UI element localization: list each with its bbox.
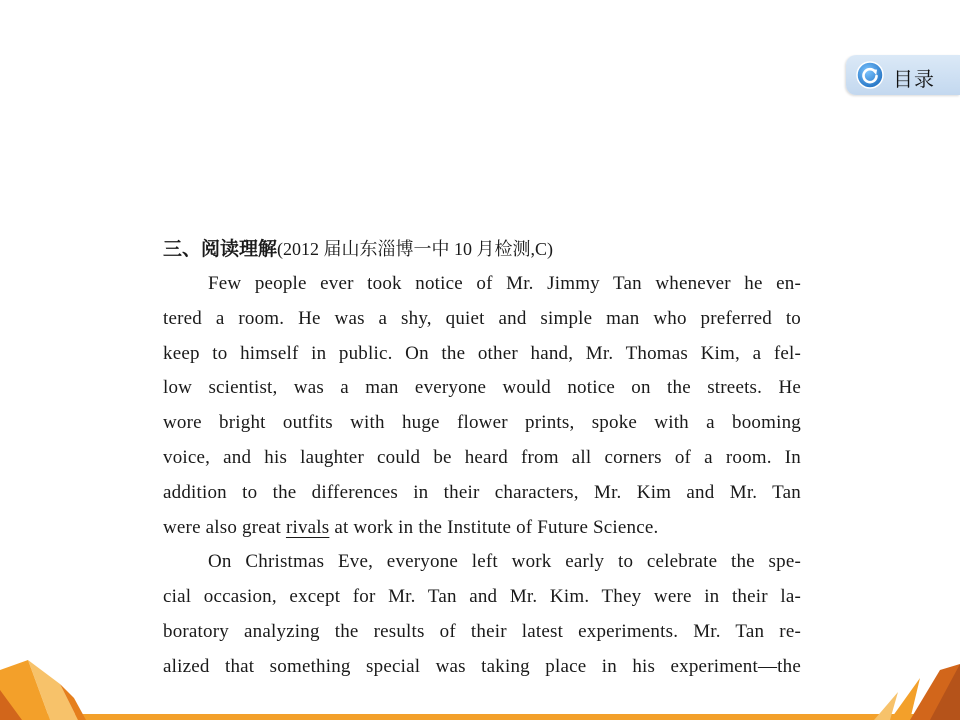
toc-button[interactable]	[846, 55, 960, 95]
bottom-accent-band	[0, 714, 960, 720]
text-line: keep to himself in public. On the other hand, Mr. Thomas Kim, a fel-	[163, 342, 801, 364]
circular-arrow-icon	[856, 61, 884, 89]
text-line: Few people ever took notice of Mr. Jimmy Tan whenever he en-	[208, 273, 801, 294]
text-line: boratory analyzing the results of their latest experiments. Mr. Tan re-	[163, 620, 801, 642]
section-title: 三、阅读理解	[163, 238, 278, 260]
section-heading	[163, 232, 801, 267]
section-source: (2012 届山东淄博一中 10 月检测,C)	[277, 239, 554, 259]
paragraph-1	[163, 267, 801, 545]
text-segment: at work in the Institute of Future Science.	[329, 516, 659, 538]
text-line: low scientist, was a man everyone would notice on the streets. He	[163, 377, 801, 399]
text-line: addition to the differences in their characters, Mr. Kim and Mr. Tan	[163, 481, 801, 503]
text-line: alized that something special was taking place in his experiment—the	[163, 655, 801, 677]
reading-passage	[163, 232, 801, 685]
text-line: On Christmas Eve, everyone left work early to celebrate the spe-	[208, 551, 801, 573]
text-line: tered a room. He was a shy, quiet and simple man who preferred to	[163, 307, 801, 329]
paragraph-2	[163, 545, 801, 684]
underlined-word: rivals	[285, 516, 330, 538]
text-line: wore bright outfits with huge flower prints, spoke with a booming	[163, 412, 801, 434]
text-line	[163, 511, 801, 546]
text-line: cial occasion, except for Mr. Tan and Mr. Kim. They were in their la-	[163, 586, 801, 608]
text-line: voice, and his laughter could be heard from all corners of a room. In	[163, 446, 801, 468]
corner-decoration-right	[860, 664, 960, 720]
text-segment: were also great	[163, 516, 286, 538]
toc-label: 目录	[893, 67, 935, 91]
corner-decoration-left	[0, 660, 110, 720]
